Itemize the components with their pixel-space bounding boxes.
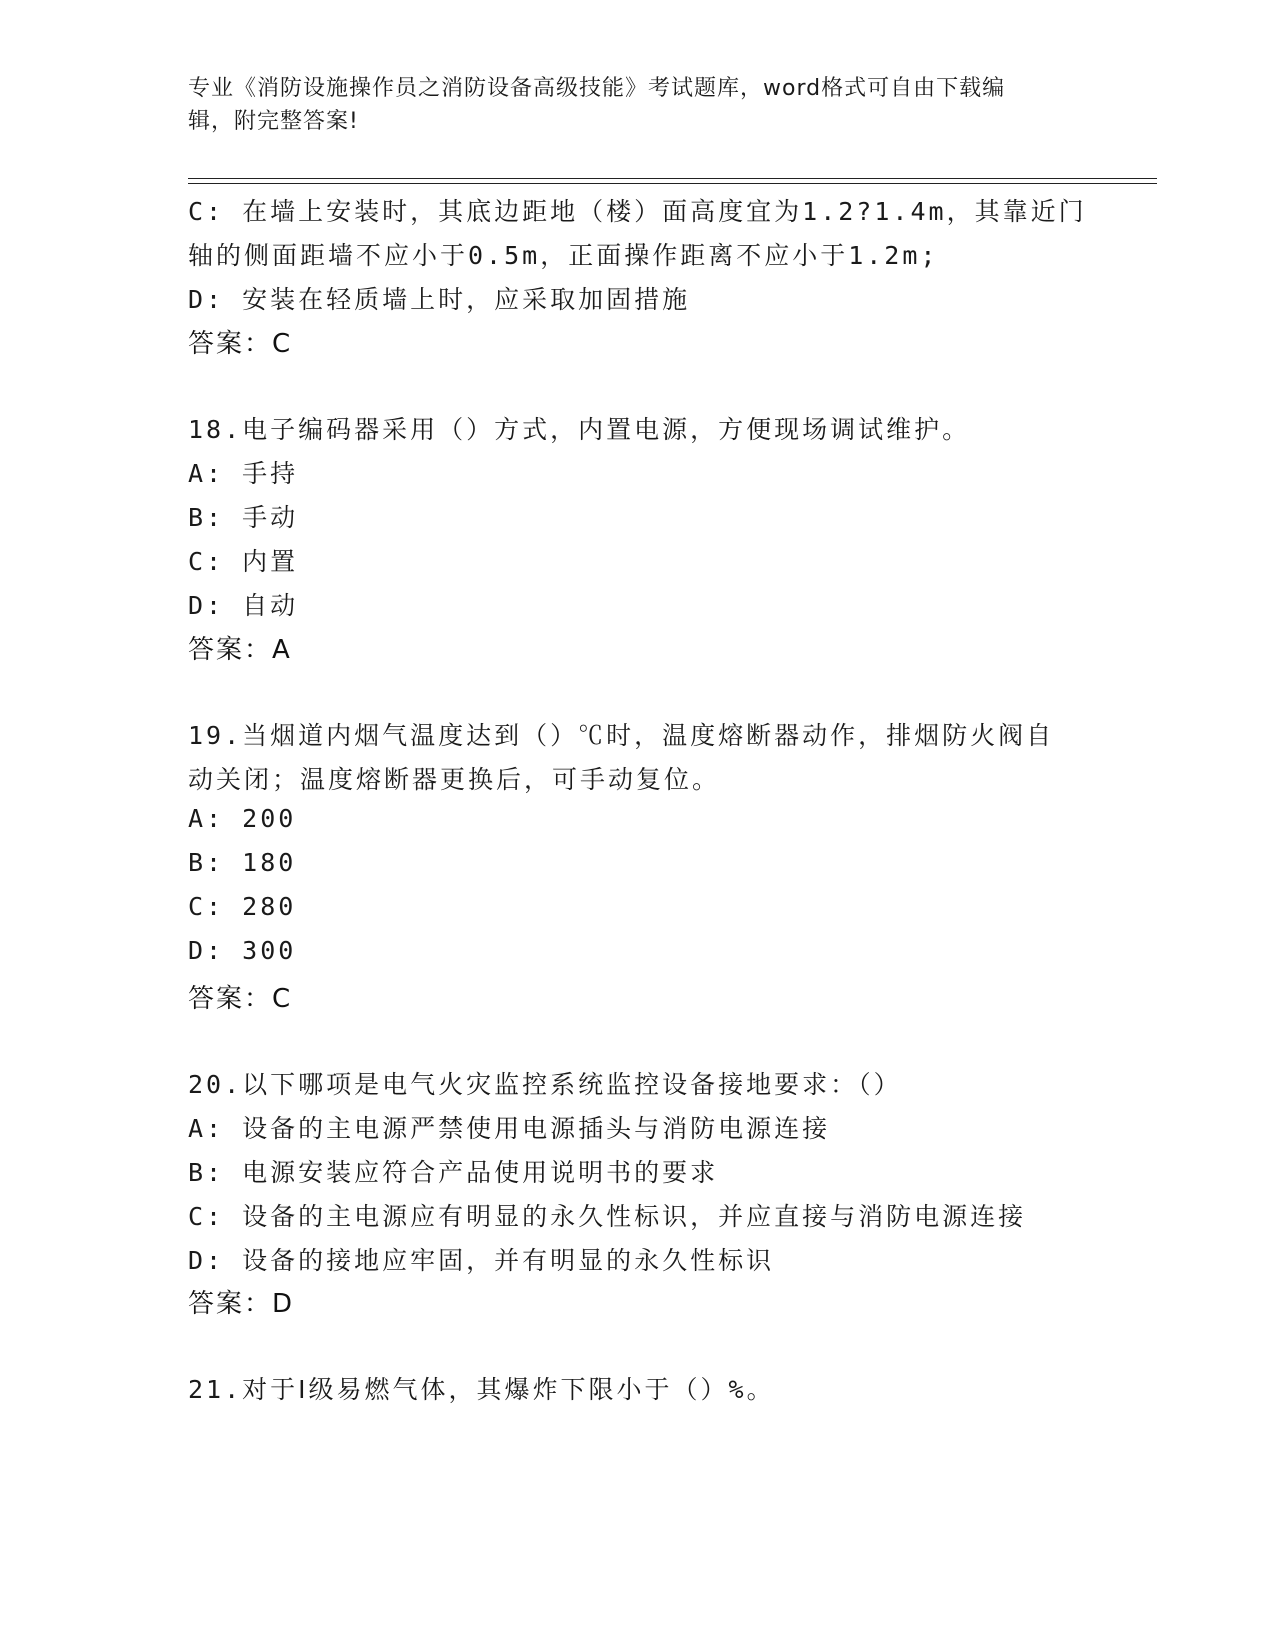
q18-option-a: A: 手持 (188, 459, 299, 488)
q17-option-c-line-2: 轴的侧面距墙不应小于0.5m，正面操作距离不应小于1.2m; (188, 241, 939, 270)
q20-stem: 20.以下哪项是电气火灾监控系统监控设备接地要求：（） (188, 1070, 902, 1099)
q20-answer: 答案：D (188, 1289, 295, 1319)
q20-option-b: B: 电源安装应符合产品使用说明书的要求 (188, 1158, 719, 1187)
q19-option-d: D: 300 (188, 936, 297, 965)
document-header (188, 72, 1088, 138)
q19-option-b: B: 180 (188, 848, 297, 877)
q18-option-c: C: 内置 (188, 547, 299, 576)
header-line-1: 专业《消防设施操作员之消防设备高级技能》考试题库，word格式可自由下载编 (188, 76, 1006, 101)
header-line-2: 辑，附完整答案! (188, 109, 359, 134)
q18-stem: 18.电子编码器采用（）方式，内置电源，方便现场调试维护。 (188, 415, 971, 444)
q19-option-a: A: 200 (188, 804, 297, 833)
q17-answer: 答案：C (188, 329, 293, 359)
q21-stem: 21.对于Ⅰ级易燃气体，其爆炸下限小于（）%。 (188, 1375, 775, 1404)
q20-option-c: C: 设备的主电源应有明显的永久性标识，并应直接与消防电源连接 (188, 1202, 1027, 1231)
q19-option-c: C: 280 (188, 892, 297, 921)
q19-answer: 答案：C (188, 984, 293, 1014)
q17-option-c-line-1: C: 在墙上安装时，其底边距地（楼）面高度宜为1.2?1.4m，其靠近门 (188, 197, 1087, 226)
header-divider-bottom (188, 183, 1157, 184)
q18-answer: 答案：A (188, 635, 292, 665)
q18-option-b: B: 手动 (188, 503, 299, 532)
q17-option-d: D: 安装在轻质墙上时，应采取加固措施 (188, 285, 691, 314)
q19-stem-line-2: 动关闭；温度熔断器更换后，可手动复位。 (188, 765, 721, 794)
q19-stem-line-1: 19.当烟道内烟气温度达到（）℃时，温度熔断器动作，排烟防火阀自 (188, 721, 1055, 750)
q20-option-d: D: 设备的接地应牢固，并有明显的永久性标识 (188, 1246, 775, 1275)
q18-option-d: D: 自动 (188, 591, 299, 620)
q20-option-a: A: 设备的主电源严禁使用电源插头与消防电源连接 (188, 1114, 831, 1143)
header-divider-top (188, 178, 1157, 179)
